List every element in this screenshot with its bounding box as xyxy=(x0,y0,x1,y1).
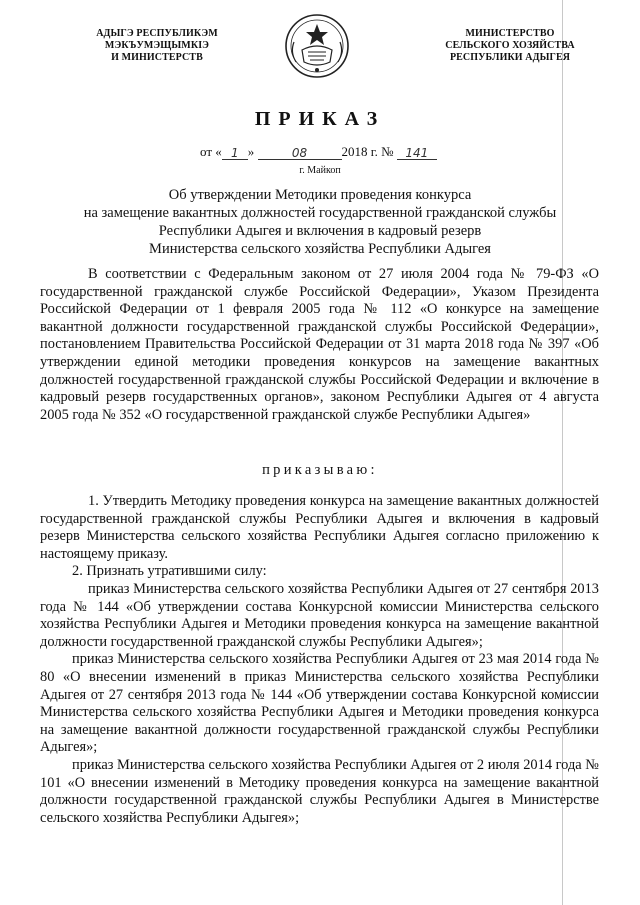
header-right-line: МИНИСТЕРСТВО xyxy=(465,28,555,39)
subject-line: на замещение вакантных должностей государственной гражданской службы xyxy=(83,205,557,221)
subject-line: Об утверждении Методики проведения конкурса xyxy=(168,187,472,203)
repealed-order-1: приказ Министерства сельского хозяйства Республики Адыгея от 27 сентября 2013 года № 144 «Об утверждении состава Конкурсной комиссии Министерства сельского хозяйства Республики Адыгея и Методики проведения конкурса на замещение вакантной должности государственной гражданской службы Республики Адыгея»; xyxy=(40,580,599,650)
date-month: 08 xyxy=(258,145,342,160)
header-right-russian xyxy=(430,28,590,64)
repealed-order-2: приказ Министерства сельского хозяйства Республики Адыгея от 23 мая 2014 года № 80 «О внесении изменений в приказ Министерства сельского хозяйства Республики Адыгея от 27 сентября 2013 года № 144 «Об утверждении состава Конкурсной комиссии Министерства сельского хозяйства Республики Адыгея и Методики проведения конкурса на замещение вакантной должности государственной гражданской службы Республики Адыгея»; xyxy=(40,651,599,756)
subject-line: Министерства сельского хозяйства Республики Адыгея xyxy=(149,241,491,257)
order-dateline xyxy=(200,144,500,160)
preamble-paragraph: В соответствии с Федеральным законом от 27 июля 2004 года № 79-ФЗ «О государственной гражданской службе Российской Федерации», Указом Президента Российской Федерации от 1 февраля 2005 года № 112 «О конкурсе на замещение вакантной должности государственной гражданской службы Российской Федерации», постановлением Правительства Российской Федерации от 31 марта 2018 года № 397 «Об утверждении единой методики проведения конкурсов на замещение вакантных должностей государственной гражданской службы Российской Федерации и включение в кадровый резерв государственных органов», законом Республики Адыгея от 4 августа 2005 года № 352 «О государственной гражданской службе Республики Адыгея» xyxy=(40,266,599,423)
header-left-line: АДЫГЭ РЕСПУБЛИКЭМ xyxy=(96,28,218,39)
header-left-line: И МИНИСТЕРСТВ xyxy=(111,52,203,63)
order-item-1: 1. Утвердить Методику проведения конкурса на замещение вакантных должностей государственной гражданской службы Республики Адыгея и включения в кадровый резерв Министерства сельского хозяйства Республики Адыгея согласно приложению к настоящему приказу. xyxy=(40,493,599,562)
repealed-order-3: приказ Министерства сельского хозяйства Республики Адыгея от 2 июля 2014 года № 101 «О внесении изменений в Методику проведения конкурса на замещение вакантной должности государственной гражданской службы Республики Адыгея в Министерстве сельского хозяйства Республики Адыгея»; xyxy=(40,756,599,826)
order-word: приказываю: xyxy=(262,462,378,478)
date-open-quote: « xyxy=(215,144,222,159)
coat-of-arms-icon xyxy=(284,12,350,80)
number-label: № xyxy=(381,144,394,159)
order-item-2: 2. Признать утратившими силу: xyxy=(72,563,267,580)
order-subject xyxy=(40,186,600,258)
city-label: г. Майкоп xyxy=(299,165,341,176)
header-right-line: СЕЛЬСКОГО ХОЗЯЙСТВА xyxy=(445,40,575,51)
document-title: ПРИКАЗ xyxy=(254,108,386,130)
subject-line: Республики Адыгея и включения в кадровый резерв xyxy=(158,223,482,239)
header-left-adyghe xyxy=(72,28,242,64)
date-from-label: от xyxy=(200,144,213,159)
order-number: 141 xyxy=(397,145,437,160)
header-right-line: РЕСПУБЛИКИ АДЫГЕЯ xyxy=(449,52,571,63)
date-close-quote: » xyxy=(247,144,255,159)
date-year: 2018 г. xyxy=(341,144,378,159)
order-items xyxy=(40,493,599,827)
header-left-line: МЭКЪУМЭЩЫМКІЭ xyxy=(104,40,210,51)
date-day: 1 xyxy=(222,145,248,160)
